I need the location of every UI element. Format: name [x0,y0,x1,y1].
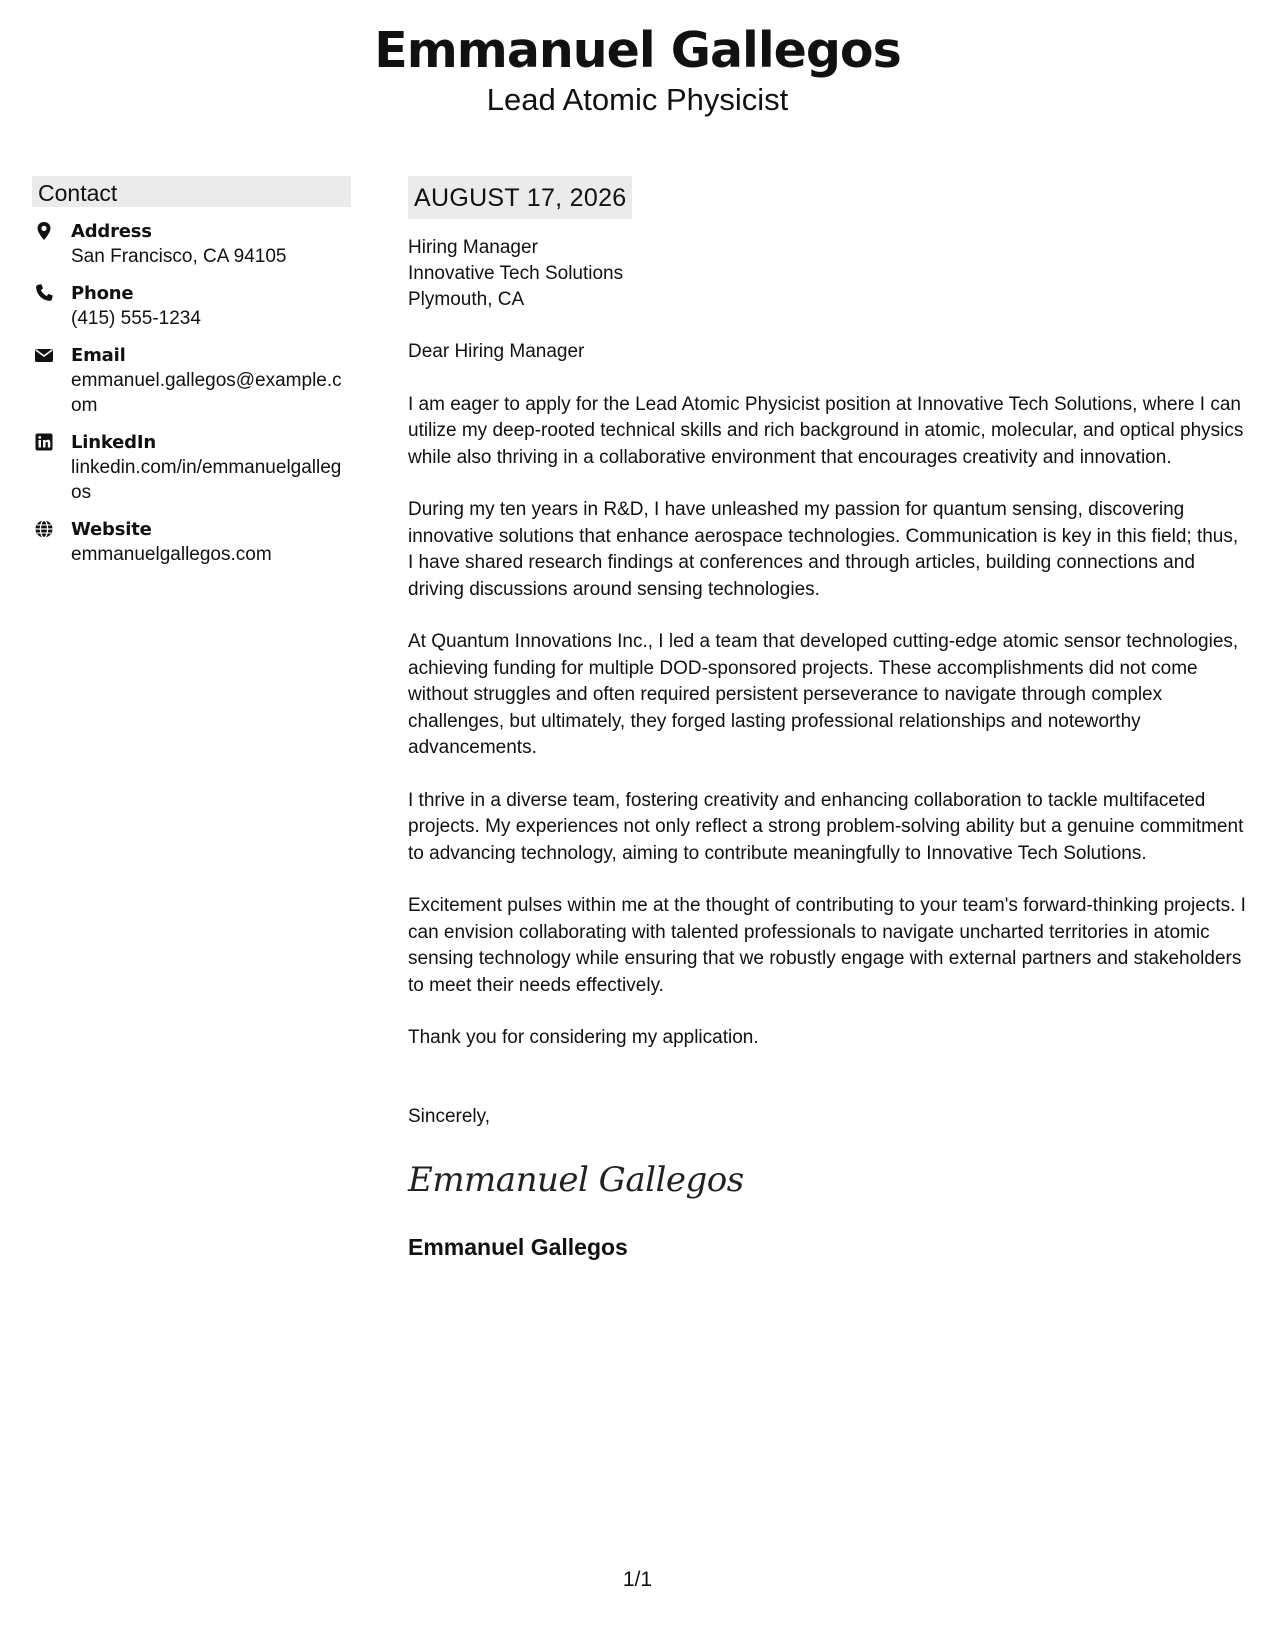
letter-paragraph: Thank you for considering my application. [408,1027,759,1048]
contact-sidebar [32,176,351,567]
contact-address [32,220,351,269]
letter-paragraph: Excitement pulses within me at the thought of contributing to your team's forward-thinking projects. I can envision collaborating with talented professionals to navigate uncharted territories in atomic sensing technology while ensuring that we robustly engage with external partners and stakeholders to meet their needs effectively. [408,895,1246,996]
contact-phone [32,282,351,331]
recipient-line: Hiring Manager [408,237,538,258]
recipient-block [408,235,1248,313]
contact-value: San Francisco, CA 94105 [71,246,287,267]
recipient-line: Plymouth, CA [408,289,525,310]
contact-value: emmanuelgallegos.com [71,544,272,565]
letter-paragraph: During my ten years in R&D, I have unleashed my passion for quantum sensing, discovering innovative solutions that enhance aerospace technologies. Communication is key in this field; thus, I have shared research findings at conferences and through articles, building connections and driving discussions around sensing technologies. [408,499,1239,600]
closing: Sincerely, [408,1105,491,1127]
contact-website [32,518,351,567]
letter-body [408,176,1248,1261]
contact-label: Address [71,221,152,242]
letter-paragraph: I thrive in a diverse team, fostering creativity and enhancing collaboration to tackle multifaceted projects. My experiences not only reflect a strong problem-solving ability but a genuine commitment to advancing technology, aiming to contribute meaningfully to Innovative Tech Solutions. [408,789,1244,864]
contact-label: LinkedIn [71,432,156,453]
contact-linkedin [32,431,351,505]
signed-name: Emmanuel Gallegos [408,1233,628,1260]
contact-value: emmanuel.gallegos@example.com [71,370,342,416]
handwritten-signature: Emmanuel Gallegos [408,1159,744,1200]
map-pin-icon [34,221,54,241]
recipient-line: Innovative Tech Solutions [408,263,624,284]
applicant-title: Lead Atomic Physicist [486,82,789,117]
contact-heading: Contact [32,176,351,207]
salutation: Dear Hiring Manager [408,341,585,362]
linkedin-icon [34,432,54,452]
applicant-name: Emmanuel Gallegos [374,22,901,79]
letter-paragraph: At Quantum Innovations Inc., I led a team that developed cutting-edge atomic sensor technologies, achieving funding for multiple DOD-sponsored projects. These accomplishments did not come without struggles and often required persistent perseverance to navigate through complex challenges, but ultimately, they forged lasting professional relationships and noteworthy advancements. [408,631,1239,758]
contact-label: Phone [71,283,134,304]
contact-label: Email [71,345,126,366]
page-number: 1/1 [622,1568,653,1591]
envelope-icon [34,345,54,365]
contact-value: (415) 555-1234 [71,308,201,329]
globe-icon [34,519,54,539]
letter-date: AUGUST 17, 2026 [408,176,632,219]
phone-icon [34,283,54,303]
contact-label: Website [71,519,152,540]
contact-value: linkedin.com/in/emmanuelgallegos [71,457,342,503]
letter-paragraph: I am eager to apply for the Lead Atomic Physicist position at Innovative Tech Solutions, where I can utilize my deep-rooted technical skills and rich background in atomic, molecular, and optical physics while also thriving in a collaborative environment that encourages creativity and innovation. [408,393,1244,468]
contact-email [32,344,351,418]
